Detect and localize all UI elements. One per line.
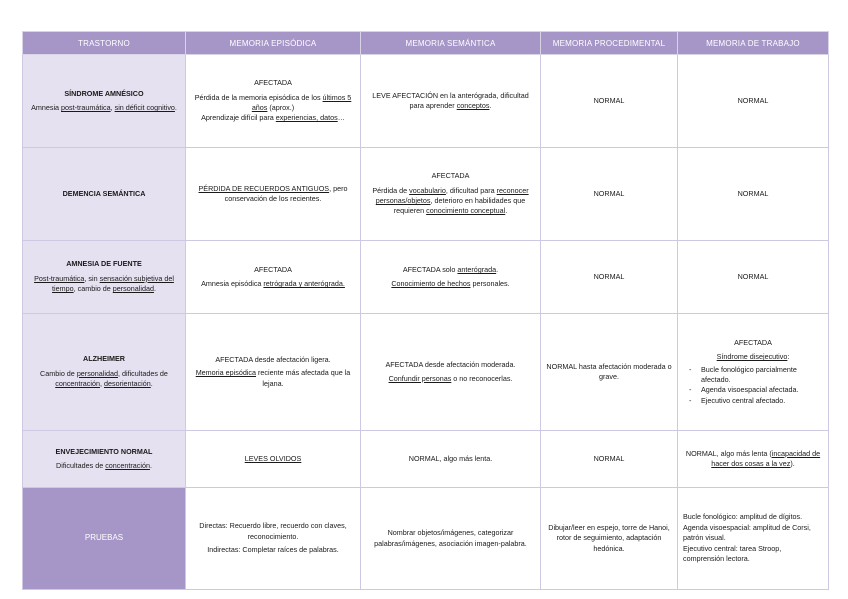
cell-trabajo: Bucle fonológico: amplitud de dígitos. Agenda visoespacial: amplitud de Corsi, patrón visual. Ejecutivo central: tarea Stroop, comprensión lectora. <box>678 488 829 590</box>
cell-trabajo: AFECTADA Síndrome disejecutivo: - Bucle fonológico parcialmente afectado. - Agenda visoespacial afectada. - Ejecutivo central afectado. <box>678 314 829 431</box>
row-amnesia-fuente <box>23 241 829 314</box>
cell-episodica: AFECTADA Amnesia episódica retrógrada y anterógrada. <box>186 241 361 314</box>
header-episodica: MEMORIA EPISÓDICA <box>186 32 361 55</box>
cell-semantica: AFECTADA solo anterógrada. Conocimiento de hechos personales. <box>361 241 541 314</box>
cell-procedimental: NORMAL <box>541 431 678 488</box>
cell-semantica: AFECTADA Pérdida de vocabulario, dificultad para reconocer personas/objetos, deterioro en habilidades que requieren conocimiento conceptual. <box>361 148 541 241</box>
cell-semantica: LEVE AFECTACIÓN en la anterógrada, dificultad para aprender conceptos. <box>361 55 541 148</box>
cell-episodica: PÉRDIDA DE RECUERDOS ANTIGUOS, pero conservación de los recientes. <box>186 148 361 241</box>
row-title: AMNESIA DE FUENTE <box>66 259 142 269</box>
row-title: ALZHEIMER <box>83 354 125 364</box>
cell-trastorno: AMNESIA DE FUENTE Post-traumática, sin sensación subjetiva del tiempo, cambio de personalidad. <box>23 241 186 314</box>
list-item: - Bucle fonológico parcialmente afectado. <box>701 365 823 386</box>
cell-semantica: AFECTADA desde afectación moderada. Confundir personas o no reconocerlas. <box>361 314 541 431</box>
row-alzheimer <box>23 314 829 431</box>
cell-trabajo: NORMAL <box>678 55 829 148</box>
list-item: - Agenda visoespacial afectada. <box>701 385 823 395</box>
row-envejecimiento <box>23 431 829 488</box>
row-demencia-semantica <box>23 148 829 241</box>
cell-semantica: NORMAL, algo más lenta. <box>361 431 541 488</box>
cell-procedimental: NORMAL hasta afectación moderada o grave. <box>541 314 678 431</box>
cell-episodica: Directas: Recuerdo libre, recuerdo con claves, reconocimiento. Indirectas: Completar raíces de palabras. <box>186 488 361 590</box>
cell-procedimental: NORMAL <box>541 55 678 148</box>
cell-procedimental: NORMAL <box>541 148 678 241</box>
header-procedimental: MEMORIA PROCEDIMENTAL <box>541 32 678 55</box>
cell-trabajo: NORMAL, algo más lenta (incapacidad de hacer dos cosas a la vez). <box>678 431 829 488</box>
cell-trabajo: NORMAL <box>678 148 829 241</box>
cell-trastorno: ENVEJECIMIENTO NORMAL Dificultades de concentración. <box>23 431 186 488</box>
header-trastorno: TRASTORNO <box>23 32 186 55</box>
cell-episodica: AFECTADA Pérdida de la memoria episódica de los últimos 5 años (aprox.) Aprendizaje difícil para experiencias, datos… <box>186 55 361 148</box>
memory-disorders-table <box>22 31 829 590</box>
cell-trastorno: SÍNDROME AMNÉSICO Amnesia post-traumática, sin déficit cognitivo. <box>23 55 186 148</box>
cell-trastorno: ALZHEIMER Cambio de personalidad, dificultades de concentración, desorientación. <box>23 314 186 431</box>
cell-episodica: LEVES OLVIDOS <box>186 431 361 488</box>
header-row <box>23 32 829 55</box>
disejecutivo-list <box>683 365 823 407</box>
cell-procedimental: NORMAL <box>541 241 678 314</box>
cell-trabajo: NORMAL <box>678 241 829 314</box>
list-item: - Ejecutivo central afectado. <box>701 396 823 406</box>
cell-trastorno <box>23 488 186 590</box>
row-title: PRUEBAS <box>84 533 124 543</box>
cell-episodica: AFECTADA desde afectación ligera. Memoria episódica reciente más afectada que la lejana. <box>186 314 361 431</box>
cell-semantica: Nombrar objetos/imágenes, categorizar palabras/imágenes, asociación imagen-palabra. <box>361 488 541 590</box>
row-pruebas <box>23 488 829 590</box>
header-trabajo: MEMORIA DE TRABAJO <box>678 32 829 55</box>
cell-procedimental: Dibujar/leer en espejo, torre de Hanoi, rotor de seguimiento, adaptación hedónica. <box>541 488 678 590</box>
row-title: ENVEJECIMIENTO NORMAL <box>55 446 153 456</box>
cell-trastorno <box>23 148 186 241</box>
row-sindrome-amnesico <box>23 55 829 148</box>
row-title: DEMENCIA SEMÁNTICA <box>62 188 146 198</box>
row-title: SÍNDROME AMNÉSICO <box>64 88 144 98</box>
header-semantica: MEMORIA SEMÁNTICA <box>361 32 541 55</box>
